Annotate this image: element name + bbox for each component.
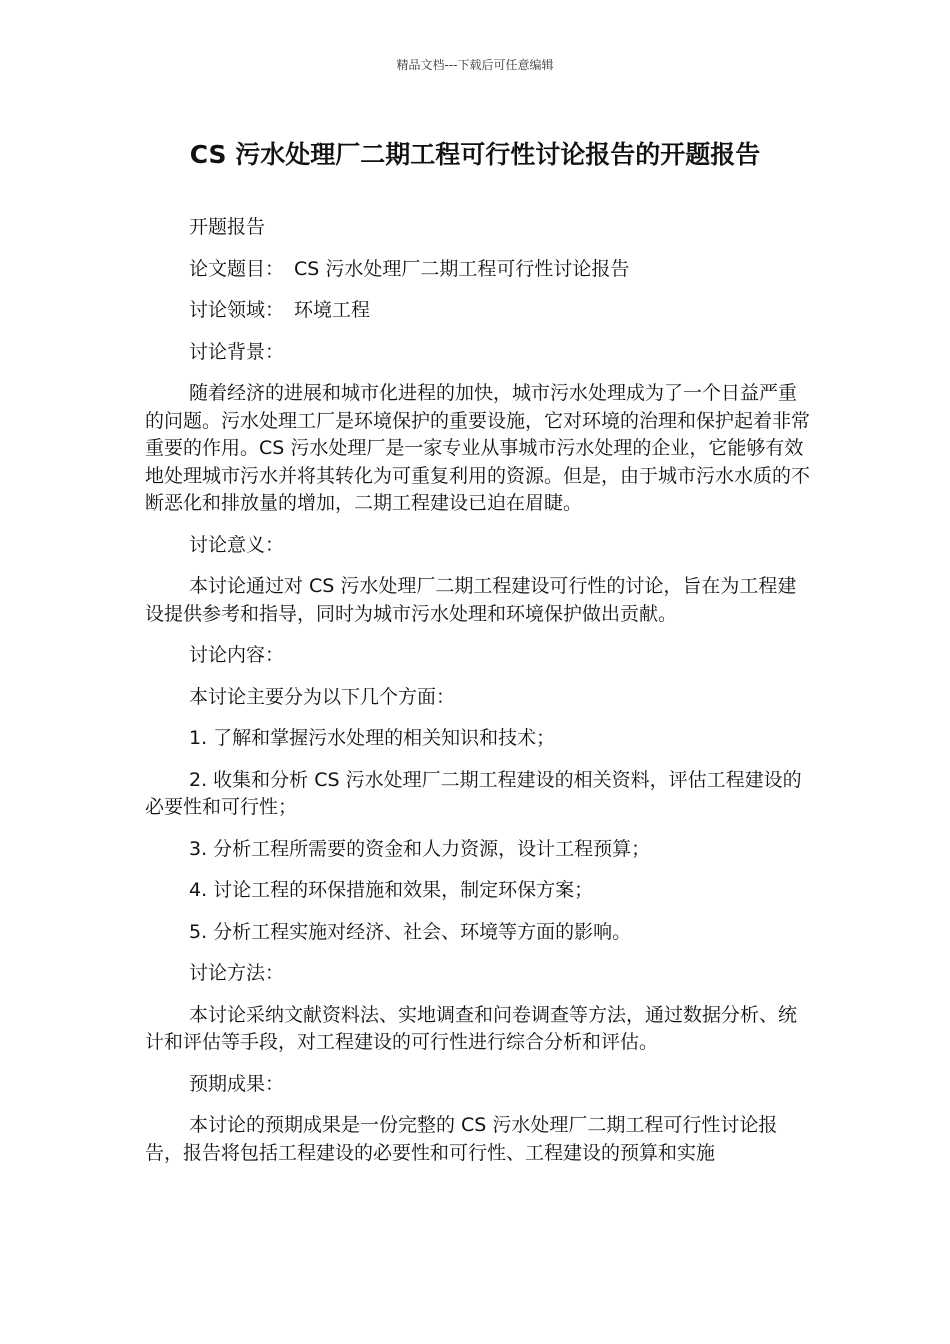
content-item: 4. 讨论工程的环保措施和效果，制定环保方案；	[189, 879, 594, 901]
research-field-label: 讨论领域：	[189, 299, 285, 321]
method-label: 讨论方法：	[189, 962, 285, 984]
background-paragraph: 随着经济的进展和城市化进程的加快，城市污水处理成为了一个日益严重的问题。污水处理工厂是环境保护的重要设施，它对环境的治理和保护起着非常重要的作用。CS 污水处理厂是一家专业从事城市污水处理的企业，它能够有效地处理城市污水并将其转化为可重复利用的资源。但是，由于城市污水水质的不断恶化和排放量的增加，二期工程建设已迫在眉睫。	[145, 382, 811, 514]
section-heading: 开题报告	[189, 216, 266, 238]
content-label: 讨论内容：	[189, 644, 285, 666]
background-label: 讨论背景：	[189, 340, 285, 363]
method-paragraph: 本讨论采纳文献资料法、实地调查和问卷调查等方法，通过数据分析、统计和评估等手段，对工程建设的可行性进行综合分析和评估。	[145, 1003, 798, 1053]
significance-label: 讨论意义：	[189, 533, 285, 556]
content-item: 5. 分析工程实施对经济、社会、环境等方面的影响。	[189, 920, 632, 943]
research-field-value: 环境工程	[294, 299, 371, 321]
research-field-line	[145, 297, 810, 325]
thesis-title-line	[145, 256, 810, 284]
results-label: 预期成果：	[189, 1072, 285, 1095]
content-item: 2. 收集和分析 CS 污水处理厂二期工程建设的相关资料，评估工程建设的必要性和可行性；	[145, 768, 802, 818]
thesis-title-value: CS 污水处理厂二期工程可行性讨论报告	[294, 257, 630, 280]
document-title: CS 污水处理厂二期工程可行性讨论报告的开题报告	[189, 140, 761, 169]
thesis-title-label: 论文题目：	[189, 257, 285, 280]
document-body	[145, 214, 810, 1181]
content-item: 3. 分析工程所需要的资金和人力资源，设计工程预算；	[189, 837, 651, 860]
content-item: 1. 了解和掌握污水处理的相关知识和技术；	[189, 727, 556, 749]
significance-paragraph: 本讨论通过对 CS 污水处理厂二期工程建设可行性的讨论，旨在为工程建设提供参考和指导，同时为城市污水处理和环境保护做出贡献。	[145, 575, 797, 625]
content-intro: 本讨论主要分为以下几个方面：	[189, 685, 456, 708]
header-note: 精品文档---下载后可任意编辑	[396, 58, 554, 72]
results-paragraph: 本讨论的预期成果是一份完整的 CS 污水处理厂二期工程可行性讨论报告，报告将包括工程建设的必要性和可行性、工程建设的预算和实施	[145, 1114, 778, 1164]
